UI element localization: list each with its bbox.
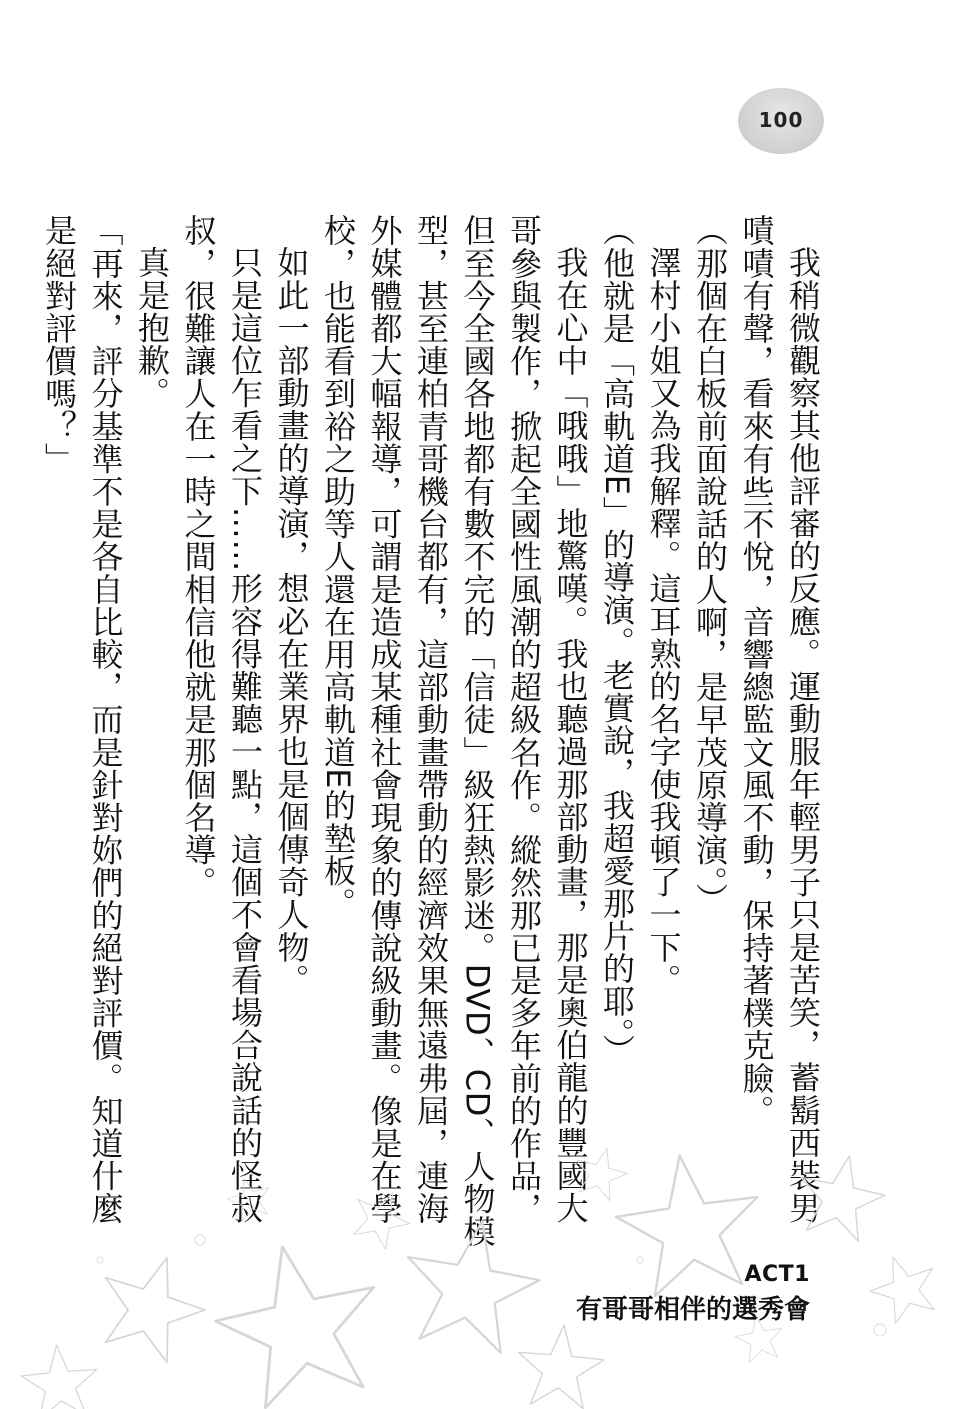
chapter-heading	[576, 1262, 810, 1326]
page-number-badge	[738, 88, 824, 154]
paragraph: 我在心中「哦哦」地驚嘆。我也聽過那部動畫，那是奧伯龍的豐國大哥參與製作，掀起全國性風潮的超級名作。縱然那已是多年前的作品，但至今全國各地都有數不完的「信徒」級狂熱影迷。DVD、CD、人物模型，甚至連柏青哥機台都有，這部動畫帶動的經濟效果無遠弗屆，連海外媒體都大幅報導，可謂是造成某種社會現象的傳說級動畫。像是在學校，也能看到裕之助等人還在用高軌道E的墊板。	[319, 214, 590, 1248]
paragraph: 只是這位乍看之下……形容得難聽一點，這個不會看場合說話的怪叔叔，很難讓人在一時之間相信他就是那個名導。	[179, 214, 264, 1224]
paragraph: （那個在白板前面說話的人啊，是早茂原導演。）	[691, 214, 729, 916]
chapter-act-label: ACT1	[744, 1262, 810, 1287]
paragraph: 如此一部動畫的導演，想必在業界也是個傳奇人物。	[272, 246, 311, 996]
paragraph: 「再來，評分基準不是各自比較，而是針對妳們的絕對評價。知道什麼是絕對評價嗎？」	[40, 214, 125, 1225]
page-number: 100	[758, 108, 804, 132]
paragraph: 我稍微觀察其他評審的反應。運動服年輕男子只是苦笑，蓄鬍西裝男嘖嘖有聲，看來有些不悅，音響總監文風不動，保持著樸克臉。	[737, 214, 822, 1224]
paragraph: 真是抱歉。	[133, 246, 171, 409]
chapter-title: 有哥哥相伴的選秀會	[575, 1295, 810, 1325]
paragraph: 澤村小姐又為我解釋。這耳熟的名字使我頓了一下。	[644, 246, 683, 996]
vertical-body-text	[40, 214, 826, 1254]
paragraph: （他就是「高軌道E」的導演。老實說，我超愛那片的耶。）	[598, 214, 636, 1067]
